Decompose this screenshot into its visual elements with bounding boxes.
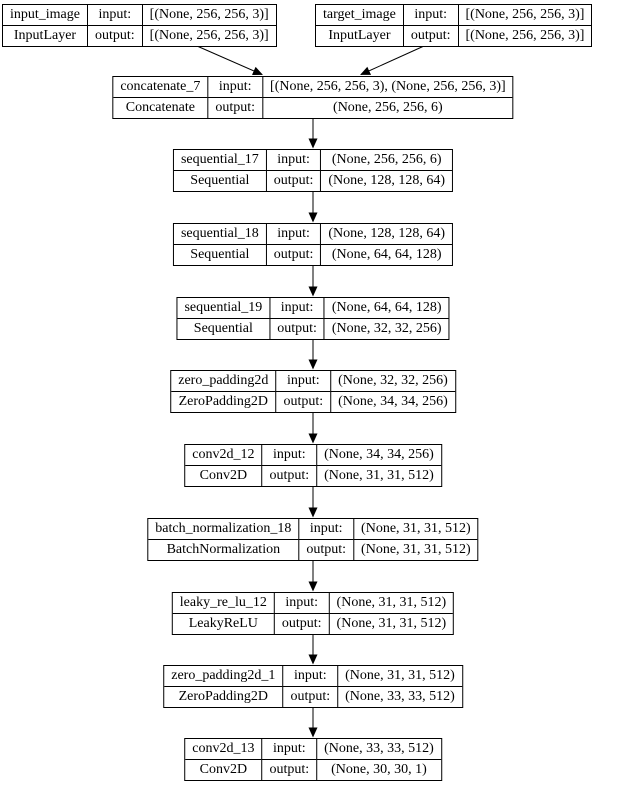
layer-name: zero_padding2d_1	[171, 668, 276, 683]
edge-input_image-concatenate_7	[197, 46, 262, 75]
output-label: output:	[261, 759, 316, 780]
layer-name: target_image	[323, 7, 396, 22]
layer-type: Conv2D	[185, 759, 261, 780]
input-shape: [(None, 256, 256, 3)]	[142, 5, 276, 25]
node-zero_padding2d	[170, 370, 456, 413]
layer-name: batch_normalization_18	[155, 521, 292, 536]
input-shape: (None, 34, 34, 256)	[316, 445, 441, 465]
input-shape: (None, 128, 128, 64)	[320, 224, 452, 244]
layer-type: ZeroPadding2D	[164, 686, 282, 707]
output-shape: (None, 31, 31, 512)	[316, 465, 441, 486]
output-label: output:	[261, 465, 316, 486]
output-shape: (None, 128, 128, 64)	[320, 170, 452, 191]
output-label: output:	[269, 318, 324, 339]
layer-type: InputLayer	[3, 25, 87, 46]
input-shape: (None, 33, 33, 512)	[316, 739, 441, 759]
node-concatenate_7	[112, 76, 513, 119]
input-label: input:	[87, 5, 142, 25]
output-label: output:	[266, 244, 321, 265]
output-shape: (None, 32, 32, 256)	[324, 318, 449, 339]
layer-type: Conv2D	[185, 465, 261, 486]
input-shape: (None, 31, 31, 512)	[337, 666, 462, 686]
node-sequential_17	[173, 149, 453, 192]
input-label: input:	[298, 519, 353, 539]
layer-name: sequential_17	[180, 152, 259, 167]
node-input_image	[2, 4, 277, 47]
layer-type: Sequential	[177, 318, 269, 339]
input-shape: (None, 256, 256, 6)	[320, 150, 452, 170]
input-shape: (None, 31, 31, 512)	[329, 593, 454, 613]
input-shape: [(None, 256, 256, 3), (None, 256, 256, 3)]	[262, 77, 513, 97]
input-label: input:	[266, 224, 321, 244]
output-shape: (None, 64, 64, 128)	[320, 244, 452, 265]
output-label: output:	[403, 25, 458, 46]
layer-name: leaky_re_lu_12	[179, 595, 267, 610]
output-shape: (None, 33, 33, 512)	[337, 686, 462, 707]
edge-target_image-concatenate_7	[361, 46, 424, 75]
output-label: output:	[207, 97, 262, 118]
node-conv2d_12	[184, 444, 442, 487]
input-label: input:	[269, 298, 324, 318]
input-label: input:	[403, 5, 458, 25]
output-label: output:	[282, 686, 337, 707]
layer-name: input_image	[10, 7, 80, 22]
layer-name: conv2d_12	[192, 447, 255, 462]
input-label: input:	[274, 593, 329, 613]
node-sequential_18	[173, 223, 453, 266]
node-sequential_19	[176, 297, 449, 340]
input-label: input:	[275, 371, 330, 391]
output-shape: (None, 31, 31, 512)	[353, 539, 478, 560]
input-label: input:	[261, 739, 316, 759]
input-label: input:	[207, 77, 262, 97]
layer-name: conv2d_13	[192, 741, 255, 756]
output-shape: [(None, 256, 256, 3)]	[142, 25, 276, 46]
output-shape: (None, 30, 30, 1)	[316, 759, 441, 780]
input-shape: (None, 64, 64, 128)	[324, 298, 449, 318]
input-label: input:	[266, 150, 321, 170]
layer-name: sequential_19	[184, 300, 263, 315]
layer-type: Sequential	[174, 170, 266, 191]
layer-type: Sequential	[174, 244, 266, 265]
output-shape: (None, 31, 31, 512)	[329, 613, 454, 634]
output-label: output:	[298, 539, 353, 560]
input-shape: (None, 31, 31, 512)	[353, 519, 478, 539]
layer-name: sequential_18	[180, 226, 259, 241]
input-label: input:	[261, 445, 316, 465]
layer-name: concatenate_7	[120, 79, 201, 94]
layer-name: zero_padding2d	[178, 373, 269, 388]
input-shape: (None, 32, 32, 256)	[330, 371, 455, 391]
node-target_image	[315, 4, 592, 47]
output-shape: [(None, 256, 256, 3)]	[458, 25, 592, 46]
layer-type: ZeroPadding2D	[171, 391, 275, 412]
layer-type: InputLayer	[316, 25, 403, 46]
layer-type: BatchNormalization	[148, 539, 298, 560]
layer-type: Concatenate	[113, 97, 207, 118]
output-shape: (None, 256, 256, 6)	[262, 97, 513, 118]
output-label: output:	[275, 391, 330, 412]
input-shape: [(None, 256, 256, 3)]	[458, 5, 592, 25]
node-zero_padding2d_1	[163, 665, 463, 708]
node-batch_normalization_18	[147, 518, 478, 561]
output-label: output:	[87, 25, 142, 46]
input-label: input:	[282, 666, 337, 686]
layer-type: LeakyReLU	[173, 613, 274, 634]
output-shape: (None, 34, 34, 256)	[330, 391, 455, 412]
node-leaky_re_lu_12	[172, 592, 454, 635]
node-conv2d_13	[184, 738, 442, 781]
output-label: output:	[274, 613, 329, 634]
output-label: output:	[266, 170, 321, 191]
